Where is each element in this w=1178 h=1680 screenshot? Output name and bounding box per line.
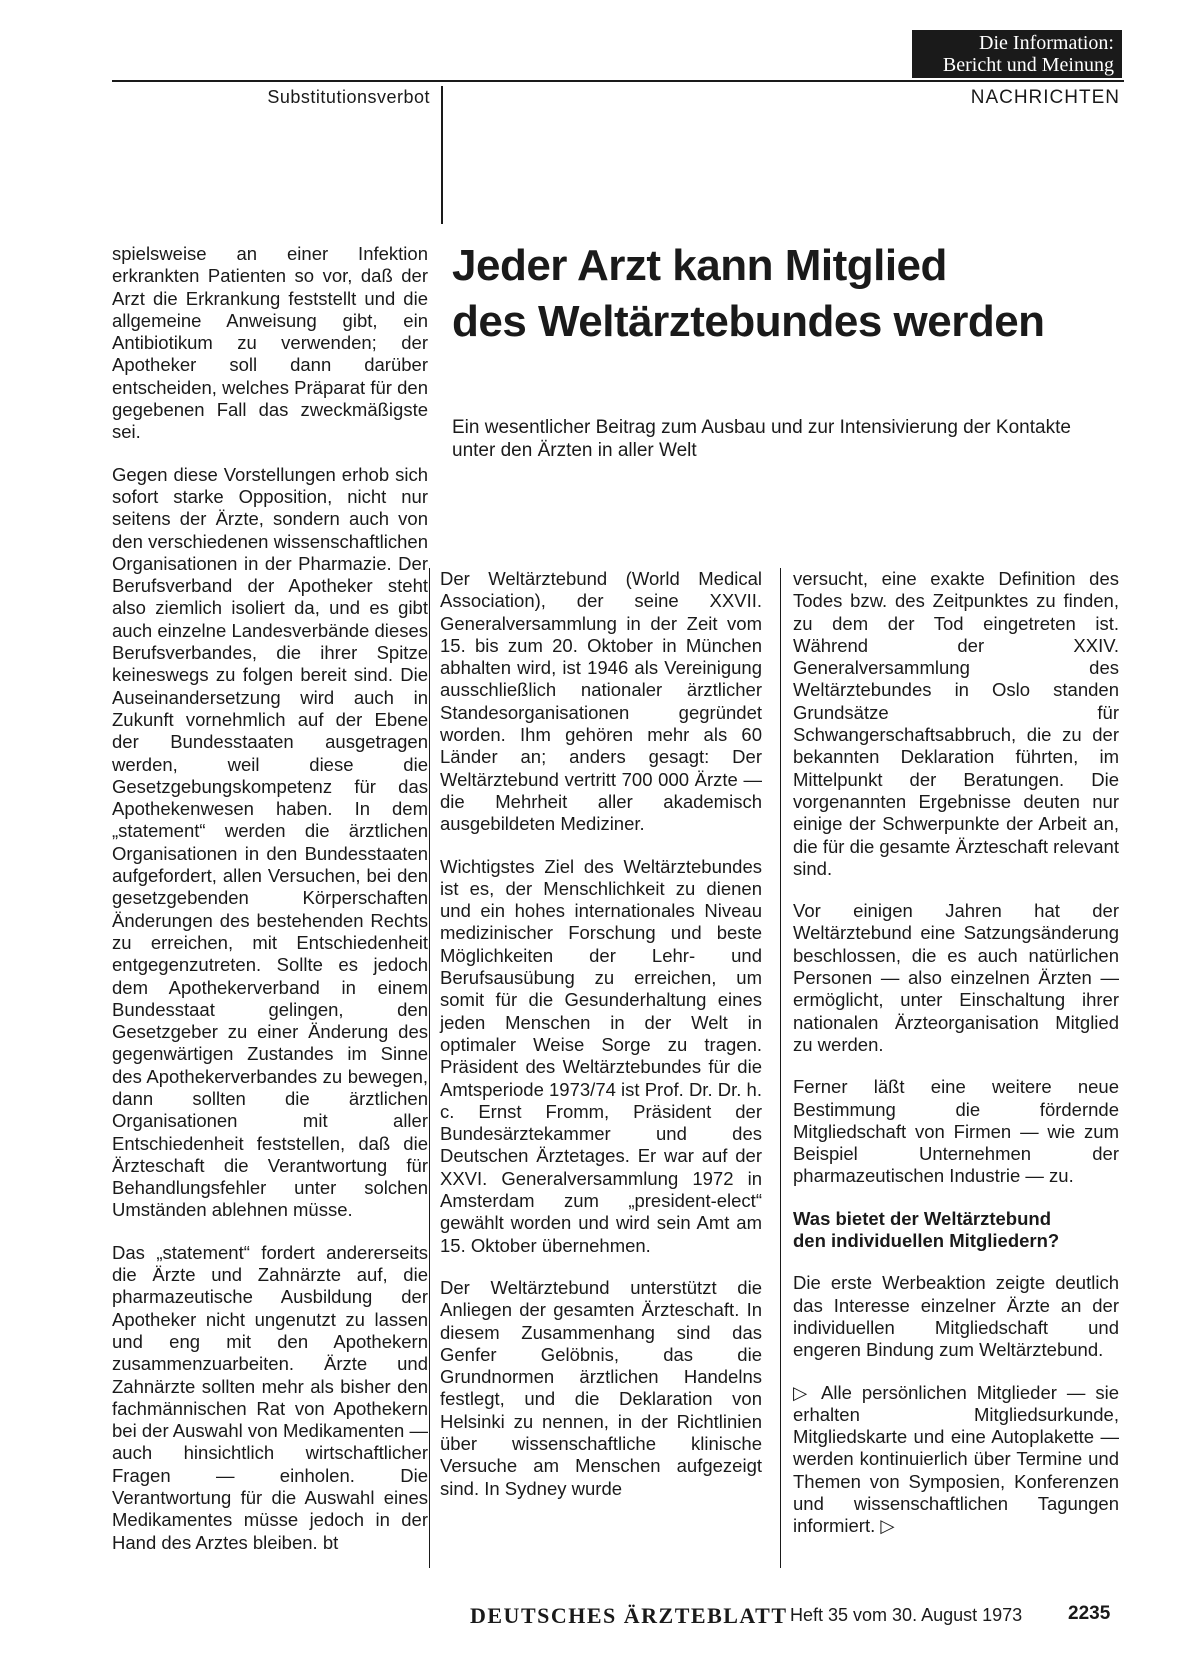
paragraph: Gegen diese Vorstellungen erhob sich sofort starke Opposition, nicht nur seitens der Ärzte, sondern auch von den verschiedenen wissenschaftlichen Organisationen in der Pharmazie. Der Berufsverband der Apotheker steht also ziemlich isoliert da, und es gibt auch einzelne Landesverbände dieses Berufsverbandes, die ihrer Spitze keineswegs zu folgen bereit sind. Die Auseinandersetzung wird auch in Zukunft vornehmlich auf der Ebene der Bundesstaaten ausgetragen werden, weil diese die Gesetzgebungskompetenz für das Apothekenwesen haben. In dem „statement“ werden die ärztlichen Organisationen in den Bundesstaaten aufgefordert, allen Versuchen, bei den gesetzgebenden Körperschaften Änderungen des bestehenden Rechts zu erreichen, mit Entschiedenheit entgegenzutreten. Sollte es jedoch dem Apothekerverband in einem Bundesstaat gelingen, den Gesetzgeber zu einer Änderung des gegenwärtigen Zustandes im Sinne des Apothekerverbandes zu bewegen, dann sollten die ärztlichen Organisationen mit aller Entschiedenheit feststellen, daß die Ärzteschaft die Verantwortung für Behandlungsfehler unter solchen Umständen ablehnen müsse.	[112, 463, 428, 1221]
paragraph: Ferner läßt eine weitere neue Bestimmung die fördernde Mitgliedschaft von Firmen — wie zum Beispiel Unternehmen der pharmazeutischen Industrie — zu.	[793, 1076, 1119, 1187]
paragraph: Der Weltärztebund (World Medical Association), der seine XXVII. Generalversammlung in der Zeit vom 15. bis zum 20. Oktober in München abhalten wird, ist 1946 als Vereinigung ausschließlich nationaler ärztlicher Standesorganisationen gegründet worden. Ihm gehören mehr als 60 Länder an; anders gesagt: Der Weltärztebund vertritt 700 000 Ärzte — die Mehrheit aller akademisch ausgebildeten Mediziner.	[440, 568, 762, 835]
paragraph: versucht, eine exakte Definition des Todes bzw. des Zeitpunktes zu finden, zu dem der Tod eingetreten ist. Während der XXIV. Generalversammlung des Weltärztebundes in Oslo standen Grundsätze für Schwangerschaftsabbruch, die zu der bekannten Deklaration führten, im Mittelpunkt der Beratungen. Die vorgenannten Ergebnisse deuten nur einige der Schwerpunkte der Arbeit an, die für die gesamte Ärzteschaft relevant sind.	[793, 568, 1119, 879]
article-title	[452, 238, 1122, 350]
title-line-1: Jeder Arzt kann Mitglied	[452, 241, 947, 290]
paragraph: spielsweise an einer Infektion erkrankten Patienten so vor, daß der Arzt die Erkrankung feststellt und die allgemeine Anweisung gibt, ein Antibiotikum zu verwenden; der Apotheker soll dann darüber entscheiden, welches Präparat für den gegebenen Fall das zweckmäßigste sei.	[112, 243, 428, 443]
paragraph: Der Weltärztebund unterstützt die Anliegen der gesamten Ärzteschaft. In diesem Zusammenhang sind das Genfer Gelöbnis, das die Grundnormen ärztlichen Handelns festlegt, und die Deklaration von Helsinki zu nennen, in der Richtlinien über wissenschaftliche klinische Versuche am Menschen aufgezeigt sind. In Sydney wurde	[440, 1276, 762, 1499]
section-badge	[912, 30, 1122, 78]
issue-info: Heft 35 vom 30. August 1973	[790, 1605, 1023, 1625]
section-label-left: Substitutionsverbot	[267, 87, 430, 107]
paragraph: Vor einigen Jahren hat der Weltärztebund eine Satzungsänderung beschlossen, die es auch natürlichen Personen — also einzelnen Ärzten — ermöglicht, unter Einschaltung ihrer nationalen Ärzteorganisation Mitglied zu werden.	[793, 900, 1119, 1055]
subheading-line-2: den individuellen Mitgliedern?	[793, 1230, 1060, 1252]
paragraph: ▷ Alle persönlichen Mitglieder — sie erhalten Mitgliedsurkunde, Mitgliedskarte und eine Autoplakette — werden kontinuierlich über Termine und Themen von Symposien, Konferenzen und wissenschaftlichen Tagungen informiert. ▷	[793, 1381, 1119, 1537]
column-divider	[780, 568, 781, 1568]
middle-column	[440, 568, 762, 1520]
paragraph: Wichtigstes Ziel des Weltärztebundes ist es, der Menschlichkeit zu dienen und ein hohes internationales Niveau medizinischer Forschung und beste Möglichkeiten der Lehr- und Berufsausübung zu erreichen, um somit für die Gesunderhaltung eines jeden Menschen in der Welt in optimaler Weise Sorge zu tragen. Präsident des Weltärztebundes für die Amtsperiode 1973/74 ist Prof. Dr. Dr. h. c. Ernst Fromm, Präsident der Bundesärztekammer und des Deutschen Ärztetages. Er war auf der XXVI. Generalversammlung 1972 in Amsterdam zum „president-elect“ gewählt worden und wird sein Amt am 15. Oktober übernehmen.	[440, 855, 762, 1256]
paragraph: Das „statement“ fordert andererseits die Ärzte und Zahnärzte auf, die pharmazeutische Ausbildung der Apotheker nicht ungenutzt zu lassen und eng mit den Apothekern zusammenzuarbeiten. Ärzte und Zahnärzte sollten mehr als bisher den fachmännischen Rat von Apothekern bei der Auswahl von Medikamenten — auch hinsichtlich wirtschaftlicher Fragen — einholen. Die Verantwortung für die Auswahl eines Medikamentes müsse jedoch in der Hand des Arztes bleiben. bt	[112, 1241, 428, 1553]
header-divider	[441, 86, 443, 224]
subheading	[793, 1208, 1119, 1253]
badge-line-2: Bericht und Meinung	[942, 54, 1114, 76]
magazine-name: DEUTSCHES ÄRZTEBLATT	[470, 1603, 788, 1628]
title-line-2: des Weltärztebundes werden	[452, 297, 1045, 346]
paragraph: Die erste Werbeaktion zeigte deutlich das Interesse einzelner Ärzte an der individuellen Mitgliedschaft und engeren Bindung zum Weltärztebund.	[793, 1272, 1119, 1361]
column-divider	[429, 568, 430, 1568]
badge-line-1: Die Information:	[979, 32, 1114, 54]
subheading-line-1: Was bietet der Weltärztebund	[793, 1207, 1052, 1229]
right-column	[793, 568, 1119, 1558]
header-rule	[112, 80, 1124, 82]
left-column	[112, 243, 428, 1574]
article-subtitle: Ein wesentlicher Beitrag zum Ausbau und zur Intensivierung der Kontakte unter den Ärzten in aller Welt	[452, 417, 1071, 461]
section-label-right: NACHRICHTEN	[970, 87, 1120, 108]
page-number: 2235	[1068, 1603, 1111, 1624]
